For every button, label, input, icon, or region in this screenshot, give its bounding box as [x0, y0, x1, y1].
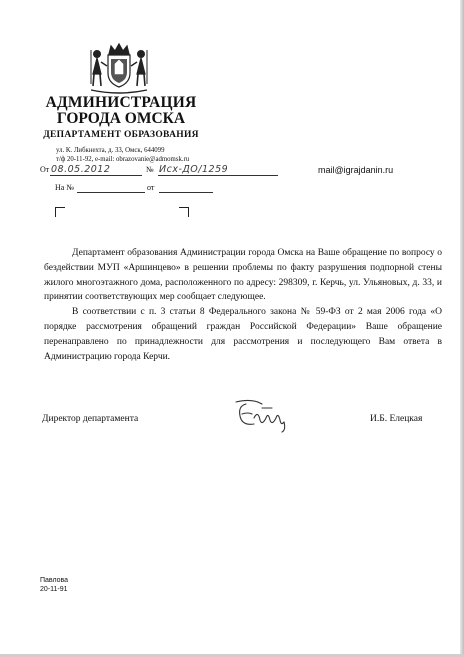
executor-name: Павлова: [40, 577, 69, 584]
department-contacts: т/ф 20-11-92, e-mail: obrazovanie@admomsk.ru: [56, 156, 190, 163]
letter-body: [44, 246, 442, 364]
recipient-email: mail@igrajdanin.ru: [318, 165, 394, 175]
organization-name-line2: ГОРОДА ОМСКА: [56, 110, 186, 127]
number-line: [158, 175, 278, 176]
reference-date-label: от: [147, 183, 155, 192]
organization-name-line1: АДМИНИСТРАЦИЯ: [45, 94, 197, 111]
department-name: ДЕПАРТАМЕНТ ОБРАЗОВАНИЯ: [43, 130, 199, 140]
from-label: От: [40, 165, 50, 174]
signatory-name: И.Б. Елецкая: [370, 414, 423, 424]
number-sign: №: [146, 165, 154, 174]
handwritten-signature: [232, 396, 306, 434]
reference-number-label: На №: [55, 183, 74, 192]
department-address: ул. К. Либкнехта, д. 33, Омск, 644099: [56, 147, 165, 154]
handwritten-outgoing-number: Исх-ДО/1259: [159, 164, 229, 175]
body-paragraph-2: В соответствии с п. 3 статьи 8 Федерального закона № 59-ФЗ от 2 мая 2006 года «О порядке рассмотрения обращений граждан Российской Федерации» Ваше обращение перенаправлено по принадлежности для рассмотрения и последующего Вам ответа в Администрацию города Керчи.: [44, 307, 442, 362]
date-line: [50, 175, 142, 176]
signatory-position: Директор департамента: [42, 414, 139, 424]
scan-edge-right: [460, 0, 464, 657]
address-block-corner-right: [179, 207, 189, 217]
reference-number-line: [77, 192, 145, 193]
address-block-corner-left: [55, 207, 65, 217]
coat-of-arms-icon: [87, 40, 151, 96]
handwritten-date: 08.05.2012: [51, 164, 111, 175]
body-paragraph-1: Департамент образования Администрации города Омска на Ваше обращение по вопросу о бездействии МУП «Аршинцево» в решении проблемы по факту разрушения подпорной стены жилого многоэтажного дома, расположенного по адресу: 298309, г. Керчь, ул. Ульяновых, д. 33, и принятии соответствующих мер сообщает следующее.: [44, 248, 442, 303]
executor-phone: 20-11-91: [40, 586, 68, 593]
reference-date-line: [159, 192, 213, 193]
